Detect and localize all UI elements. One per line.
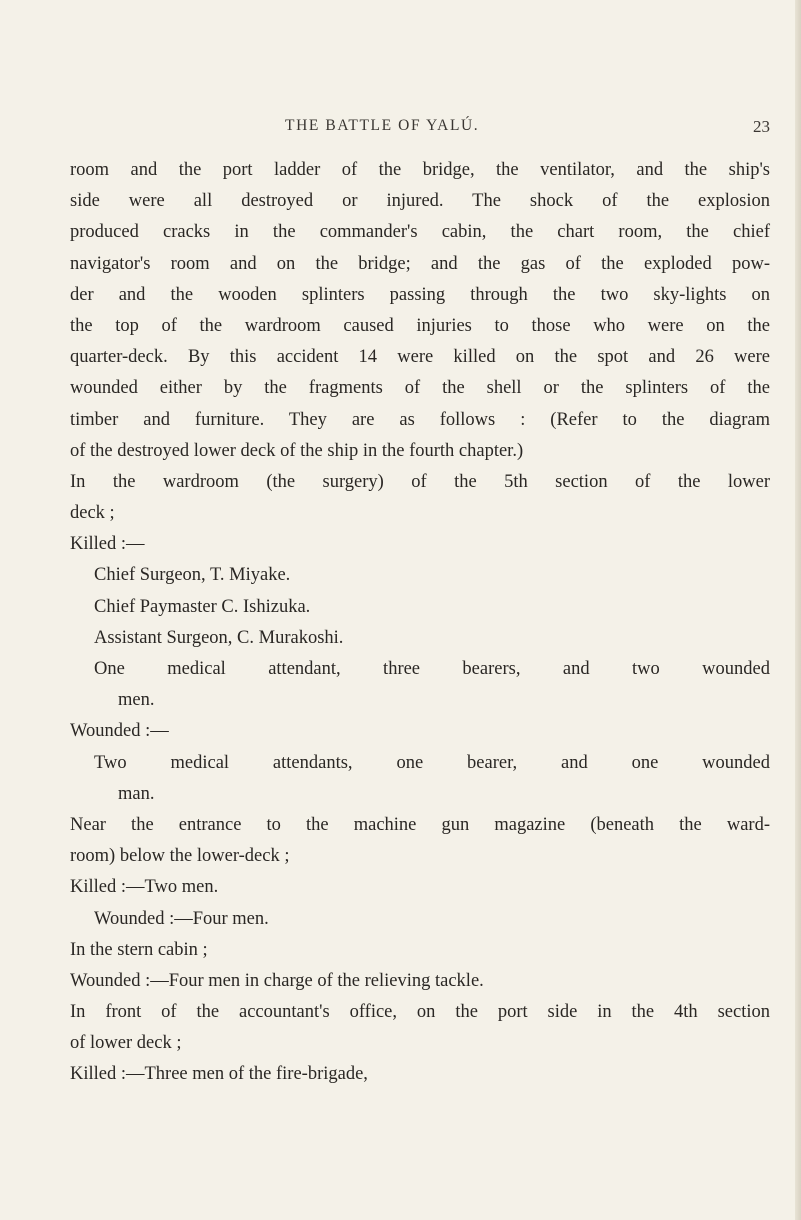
text-line: In the wardroom (the surgery) of the 5th section of the lower	[70, 471, 770, 492]
text-line: Chief Paymaster C. Ishizuka.	[94, 596, 311, 617]
text-line: Wounded :—Four men.	[94, 908, 269, 929]
text-line: deck ;	[70, 503, 115, 524]
page-header	[0, 117, 801, 141]
text-line: man.	[118, 783, 155, 804]
text-line: Wounded :—	[70, 721, 169, 742]
text-line: der and the wooden splinters passing through the two sky-lights on	[70, 284, 770, 305]
text-line: Two medical attendants, one bearer, and one wounded	[94, 752, 770, 773]
text-line: Killed :—	[70, 534, 145, 555]
text-line: room and the port ladder of the bridge, the ventilator, and the ship's	[70, 160, 770, 180]
text-line: In the stern cabin ;	[70, 939, 208, 960]
text-line: Near the entrance to the machine gun magazine (beneath the ward-	[70, 814, 770, 835]
text-line: the top of the wardroom caused injuries to those who were on the	[70, 315, 770, 336]
page-number: 23	[753, 117, 770, 136]
text-line: Killed :—Two men.	[70, 877, 219, 898]
text-line: In front of the accountant's office, on the port side in the 4th section	[70, 1002, 770, 1023]
body-text	[70, 155, 770, 1091]
text-line: room) below the lower-deck ;	[70, 846, 290, 867]
text-line: men.	[118, 690, 155, 711]
text-line: wounded either by the fragments of the shell or the splinters of the	[70, 378, 770, 399]
text-line: produced cracks in the commander's cabin, the chart room, the chief	[70, 222, 770, 243]
text-line: timber and furniture. They are as follows : (Refer to the diagram	[70, 409, 770, 430]
text-line: Killed :—Three men of the fire-brigade,	[70, 1064, 368, 1085]
text-line: One medical attendant, three bearers, and two wounded	[94, 659, 770, 679]
page-edge	[795, 0, 801, 1220]
text-line: of the destroyed lower deck of the ship in the fourth chapter.)	[70, 440, 524, 461]
text-line: of lower deck ;	[70, 1033, 182, 1054]
text-line: navigator's room and on the bridge; and the gas of the exploded pow-	[70, 253, 770, 274]
text-line: side were all destroyed or injured. The shock of the explosion	[70, 191, 770, 212]
running-title: THE BATTLE OF YALÚ.	[285, 117, 480, 134]
text-line: Chief Surgeon, T. Miyake.	[94, 565, 291, 586]
text-line: quarter-deck. By this accident 14 were killed on the spot and 26 were	[70, 347, 770, 368]
text-line: Wounded :—Four men in charge of the relieving tackle.	[70, 970, 484, 991]
text-line: Assistant Surgeon, C. Murakoshi.	[94, 627, 344, 648]
